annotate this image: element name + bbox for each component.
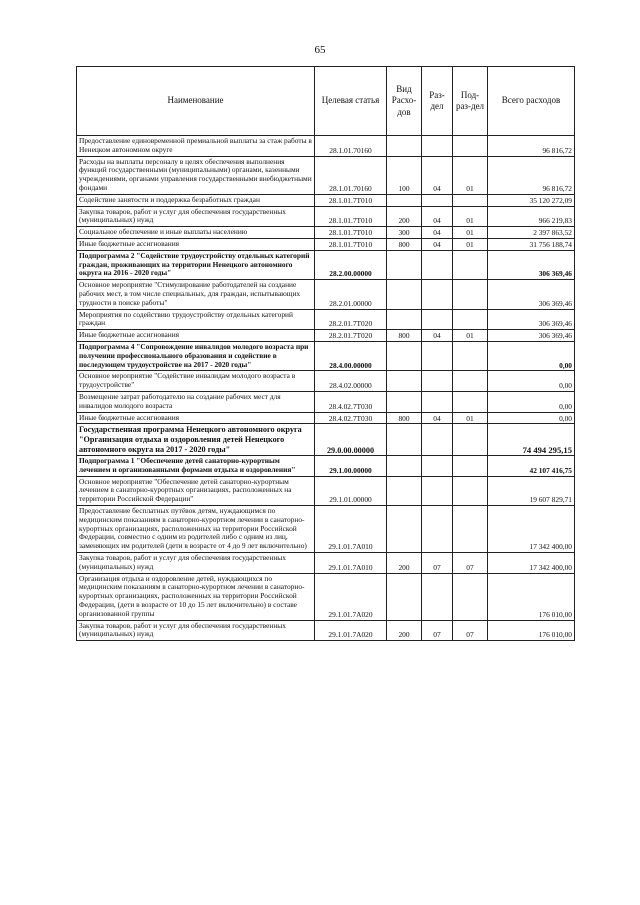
cell-total: 966 219,83 bbox=[488, 206, 575, 227]
table-row bbox=[77, 553, 575, 574]
cell-podrazdel bbox=[453, 573, 488, 620]
cell-razdel: 04 bbox=[422, 206, 453, 227]
cell-name: Иные бюджетные ассигнования bbox=[77, 238, 315, 250]
cell-vid: 800 bbox=[387, 238, 422, 250]
cell-total: 35 120 272,09 bbox=[488, 194, 575, 206]
cell-podrazdel bbox=[453, 506, 488, 553]
cell-code: 28.4.02.7Т030 bbox=[315, 391, 387, 412]
cell-name: Основное мероприятие "Обеспечение детей санаторно-курортным лечением в санаторно-курортных организациях, расположенных на территории Российской Федерации" bbox=[77, 476, 315, 505]
table-header-row bbox=[77, 67, 575, 136]
cell-razdel: 07 bbox=[422, 620, 453, 641]
cell-podrazdel: 07 bbox=[453, 553, 488, 574]
cell-total: 0,00 bbox=[488, 371, 575, 392]
cell-name: Подпрограмма 2 "Содействие трудоустройству отдельных категорий граждан, проживающих на территории Ненецкого автономного округа на 2016 - 2020 годы" bbox=[77, 250, 315, 279]
table-row bbox=[77, 280, 575, 309]
cell-name: Предоставление бесплатных путёвок детям, нуждающимся по медицинским показаниям в санаторно-курортном лечении в санаторно-курортных организациях, расположенных на территории Российской Федерации, совместно с одним из родителей либо с одним из лиц, заменяющих им родителей (дети в возрасте от 4 до 9 лет включительно) bbox=[77, 506, 315, 553]
cell-name: Иные бюджетные ассигнования bbox=[77, 330, 315, 342]
cell-podrazdel: 01 bbox=[453, 156, 488, 194]
cell-razdel bbox=[422, 280, 453, 309]
cell-total: 42 107 416,75 bbox=[488, 456, 575, 477]
cell-code: 29.0.00.00000 bbox=[315, 424, 387, 456]
cell-code: 28.4.00.00000 bbox=[315, 341, 387, 370]
cell-razdel bbox=[422, 506, 453, 553]
table-row bbox=[77, 330, 575, 342]
cell-razdel: 04 bbox=[422, 156, 453, 194]
cell-vid bbox=[387, 194, 422, 206]
cell-total: 31 756 188,74 bbox=[488, 238, 575, 250]
table-row bbox=[77, 573, 575, 620]
cell-name: Социальное обеспечение и иные выплаты населению bbox=[77, 227, 315, 239]
cell-podrazdel: 01 bbox=[453, 238, 488, 250]
cell-razdel: 07 bbox=[422, 553, 453, 574]
cell-code: 28.1.01.70160 bbox=[315, 136, 387, 157]
cell-code: 29.1.01.00000 bbox=[315, 476, 387, 505]
cell-code: 28.1.01.7Т010 bbox=[315, 206, 387, 227]
cell-razdel bbox=[422, 456, 453, 477]
cell-name: Основное мероприятие "Содействие инвалидам молодого возраста в трудоустройстве" bbox=[77, 371, 315, 392]
cell-total: 0,00 bbox=[488, 341, 575, 370]
cell-razdel bbox=[422, 573, 453, 620]
cell-name: Организация отдыха и оздоровление детей, нуждающихся по медицинским показаниям в санаторно-курортном лечении в санаторно-курортных организациях, расположенных на территории Российской Федерации, (дети в возрасте от 10 до 15 лет включительно) в составе организованной группы bbox=[77, 573, 315, 620]
header-total: Всего расходов bbox=[488, 67, 575, 136]
table-row bbox=[77, 341, 575, 370]
cell-podrazdel: 01 bbox=[453, 227, 488, 239]
cell-vid: 800 bbox=[387, 330, 422, 342]
cell-razdel bbox=[422, 476, 453, 505]
cell-code: 28.1.01.7Т010 bbox=[315, 227, 387, 239]
cell-vid bbox=[387, 280, 422, 309]
cell-total: 2 397 863,52 bbox=[488, 227, 575, 239]
table-row bbox=[77, 506, 575, 553]
cell-razdel: 04 bbox=[422, 330, 453, 342]
cell-code: 28.2.01.7Т020 bbox=[315, 330, 387, 342]
cell-name: Закупка товаров, работ и услуг для обеспечения государственных (муниципальных) нужд bbox=[77, 620, 315, 641]
cell-vid bbox=[387, 309, 422, 330]
cell-total: 17 342 400,00 bbox=[488, 553, 575, 574]
cell-razdel bbox=[422, 424, 453, 456]
cell-vid: 300 bbox=[387, 227, 422, 239]
cell-podrazdel bbox=[453, 309, 488, 330]
cell-razdel bbox=[422, 194, 453, 206]
page-number: 65 bbox=[314, 44, 326, 56]
cell-podrazdel bbox=[453, 136, 488, 157]
cell-vid: 200 bbox=[387, 553, 422, 574]
cell-total: 306 369,46 bbox=[488, 330, 575, 342]
cell-code: 28.2.01.00000 bbox=[315, 280, 387, 309]
cell-code: 28.2.00.00000 bbox=[315, 250, 387, 279]
table-row bbox=[77, 371, 575, 392]
cell-razdel bbox=[422, 136, 453, 157]
cell-podrazdel bbox=[453, 250, 488, 279]
table-row bbox=[77, 227, 575, 239]
cell-podrazdel bbox=[453, 280, 488, 309]
cell-total: 96 816,72 bbox=[488, 156, 575, 194]
cell-podrazdel: 07 bbox=[453, 620, 488, 641]
cell-name: Закупка товаров, работ и услуг для обеспечения государственных (муниципальных) нужд bbox=[77, 206, 315, 227]
cell-name: Закупка товаров, работ и услуг для обеспечения государственных (муниципальных) нужд bbox=[77, 553, 315, 574]
cell-code: 29.1.01.7А010 bbox=[315, 506, 387, 553]
table-row bbox=[77, 309, 575, 330]
cell-total: 0,00 bbox=[488, 412, 575, 424]
cell-razdel bbox=[422, 309, 453, 330]
cell-vid bbox=[387, 371, 422, 392]
cell-code: 29.1.01.7А020 bbox=[315, 620, 387, 641]
table-row bbox=[77, 424, 575, 456]
cell-podrazdel bbox=[453, 371, 488, 392]
cell-name: Иные бюджетные ассигнования bbox=[77, 412, 315, 424]
cell-name: Предоставление единовременной премиальной выплаты за стаж работы в Ненецком автономном округе bbox=[77, 136, 315, 157]
table-row bbox=[77, 238, 575, 250]
cell-code: 28.1.01.70160 bbox=[315, 156, 387, 194]
cell-podrazdel: 01 bbox=[453, 330, 488, 342]
table-row bbox=[77, 194, 575, 206]
table-row bbox=[77, 412, 575, 424]
header-razdel: Раз-дел bbox=[422, 67, 453, 136]
cell-razdel bbox=[422, 341, 453, 370]
cell-name: Подпрограмма 4 "Сопровождение инвалидов молодого возраста при получении профессионального образования и содействие в последующем трудоустройстве на 2017 - 2020 годы" bbox=[77, 341, 315, 370]
cell-vid bbox=[387, 424, 422, 456]
cell-vid bbox=[387, 476, 422, 505]
cell-vid bbox=[387, 391, 422, 412]
cell-vid bbox=[387, 136, 422, 157]
cell-vid: 100 bbox=[387, 156, 422, 194]
cell-podrazdel bbox=[453, 341, 488, 370]
cell-code: 29.1.01.7А020 bbox=[315, 573, 387, 620]
cell-name: Государственная программа Ненецкого автономного округа "Организация отдыха и оздоровления детей Ненецкого автономного округа на 2017 - 2020 годы" bbox=[77, 424, 315, 456]
cell-code: 29.1.01.7А010 bbox=[315, 553, 387, 574]
cell-total: 176 010,00 bbox=[488, 573, 575, 620]
cell-podrazdel: 01 bbox=[453, 412, 488, 424]
table-row bbox=[77, 206, 575, 227]
cell-name: Расходы на выплаты персоналу в целях обеспечения выполнения функций государственными (муниципальными) органами, казенными учреждениями, органами управления государственными внебюджетными фондами bbox=[77, 156, 315, 194]
cell-total: 176 010,00 bbox=[488, 620, 575, 641]
cell-code: 28.1.01.7Т010 bbox=[315, 194, 387, 206]
cell-vid bbox=[387, 250, 422, 279]
cell-total: 0,00 bbox=[488, 391, 575, 412]
cell-vid: 200 bbox=[387, 620, 422, 641]
cell-vid: 200 bbox=[387, 206, 422, 227]
cell-total: 306 369,46 bbox=[488, 250, 575, 279]
header-vid: Вид Расхо-дов bbox=[387, 67, 422, 136]
cell-podrazdel: 01 bbox=[453, 206, 488, 227]
cell-name: Мероприятия по содействию трудоустройству отдельных категорий граждан bbox=[77, 309, 315, 330]
table-row bbox=[77, 250, 575, 279]
cell-total: 17 342 400,00 bbox=[488, 506, 575, 553]
cell-razdel bbox=[422, 391, 453, 412]
header-code: Целевая статья bbox=[315, 67, 387, 136]
expenditure-table bbox=[76, 66, 575, 641]
cell-code: 28.4.02.00000 bbox=[315, 371, 387, 392]
cell-razdel bbox=[422, 250, 453, 279]
table-row bbox=[77, 156, 575, 194]
cell-podrazdel bbox=[453, 476, 488, 505]
cell-razdel: 04 bbox=[422, 412, 453, 424]
cell-name: Основное мероприятие "Стимулирование работодателей на создание рабочих мест, в том числе специальных, для граждан, испытывающих трудности в поиске работы" bbox=[77, 280, 315, 309]
cell-vid bbox=[387, 341, 422, 370]
cell-name: Подпрограмма 1 "Обеспечение детей санаторно-курортным лечением и организованными формами отдыха и оздоровления" bbox=[77, 456, 315, 477]
header-podrazdel: Под-раз-дел bbox=[453, 67, 488, 136]
cell-code: 28.4.02.7Т030 bbox=[315, 412, 387, 424]
cell-podrazdel bbox=[453, 424, 488, 456]
cell-vid: 800 bbox=[387, 412, 422, 424]
table-row bbox=[77, 456, 575, 477]
cell-total: 74 494 295,15 bbox=[488, 424, 575, 456]
cell-podrazdel bbox=[453, 456, 488, 477]
cell-razdel bbox=[422, 371, 453, 392]
table-row bbox=[77, 391, 575, 412]
cell-total: 96 816,72 bbox=[488, 136, 575, 157]
cell-code: 28.1.01.7Т010 bbox=[315, 238, 387, 250]
cell-razdel: 04 bbox=[422, 227, 453, 239]
cell-total: 19 607 829,71 bbox=[488, 476, 575, 505]
cell-total: 306 369,46 bbox=[488, 280, 575, 309]
cell-podrazdel bbox=[453, 194, 488, 206]
cell-vid bbox=[387, 456, 422, 477]
cell-name: Содействие занятости и поддержка безработных граждан bbox=[77, 194, 315, 206]
table-row bbox=[77, 620, 575, 641]
table-row bbox=[77, 136, 575, 157]
cell-vid bbox=[387, 573, 422, 620]
cell-podrazdel bbox=[453, 391, 488, 412]
cell-vid bbox=[387, 506, 422, 553]
header-name: Наименование bbox=[77, 67, 315, 136]
cell-code: 29.1.00.00000 bbox=[315, 456, 387, 477]
cell-razdel: 04 bbox=[422, 238, 453, 250]
cell-total: 306 369,46 bbox=[488, 309, 575, 330]
table-row bbox=[77, 476, 575, 505]
cell-name: Возмещение затрат работодателю на создание рабочих мест для инвалидов молодого возраста bbox=[77, 391, 315, 412]
cell-code: 28.2.01.7Т020 bbox=[315, 309, 387, 330]
